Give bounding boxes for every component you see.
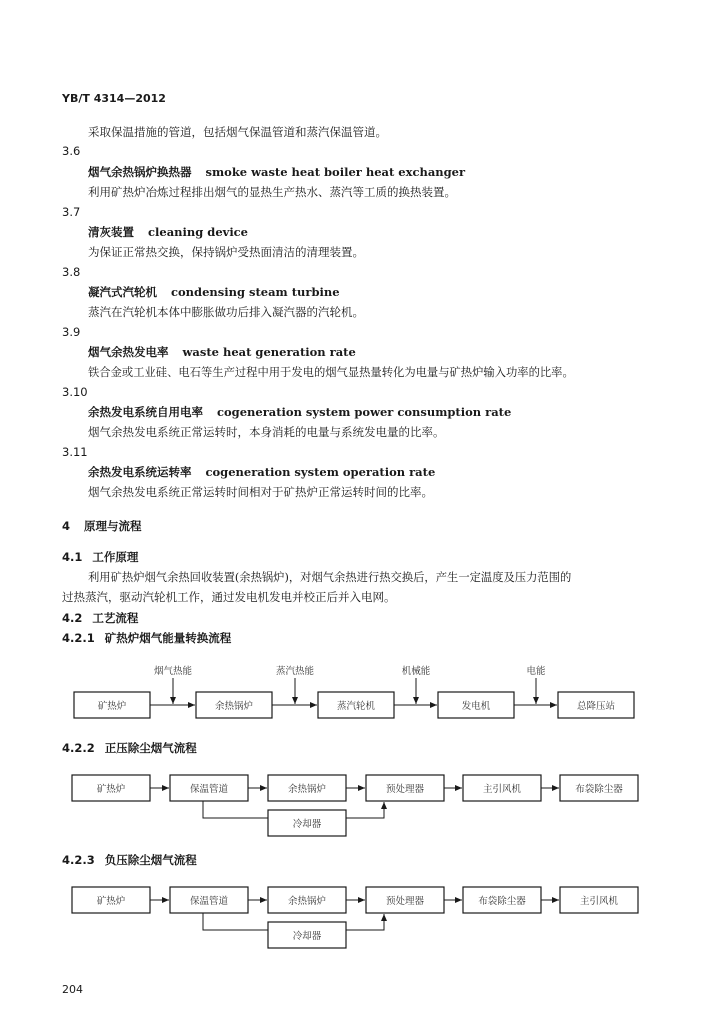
flow-box-label: 发电机 [461,701,491,712]
subsection-title: 工艺流程 [92,611,139,625]
subsection-number: 4.2.3 [62,853,95,867]
flow-box-label: 布袋除尘器 [575,784,623,795]
term-zh: 余热发电系统运转率 [88,465,192,479]
term-zh: 烟气余热发电率 [88,345,169,359]
flow-box-label: 矿热炉 [96,896,126,907]
cooler-label: 冷却器 [292,931,322,942]
paragraph-line: 过热蒸汽，驱动汽轮机工作，通过发电机发电并校正后并入电网。 [62,590,396,604]
term-number: 3.10 [62,385,88,399]
subsection-number: 4.1 [62,550,83,564]
intro-line: 采取保温措施的管道，包括烟气保温管道和蒸汽保温管道。 [88,125,387,139]
negative-pressure-flow-diagram [72,887,638,948]
paragraph-line: 利用矿热炉烟气余热回收装置(余热锅炉)，对烟气余热进行热交换后，产生一定温度及压力范围的 [88,571,572,584]
bypass-arrow [346,914,384,930]
flow-box-label: 余热锅炉 [287,784,327,795]
term-definition: 烟气余热发电系统正常运转时，本身消耗的电量与系统发电量的比率。 [88,425,445,439]
energy-conversion-diagram [74,665,634,718]
term-en: condensing steam turbine [171,285,340,299]
subsection-title: 正压除尘烟气流程 [104,741,197,755]
subsection-heading [62,740,197,756]
page-number: 204 [62,983,83,996]
term-definition: 铁合金或工业硅、电石等生产过程中用于发电的烟气显热量转化为电量与矿热炉输入功率的比率。 [88,366,574,379]
positive-pressure-flow-diagram [72,775,638,836]
section-number: 4 [62,519,71,533]
energy-label: 电能 [526,666,546,677]
term-en: cleaning device [148,225,249,239]
cooler-label: 冷却器 [292,819,322,830]
flow-box-label: 保温管道 [189,896,229,907]
bypass-arrow [346,802,384,818]
energy-label: 烟气热能 [153,666,193,677]
subsection-number: 4.2.1 [62,631,95,645]
term-number: 3.9 [62,325,81,339]
term-zh: 凝汽式汽轮机 [88,285,157,299]
subsection-heading [62,852,197,868]
energy-label: 机械能 [401,666,431,677]
flow-box-label: 余热锅炉 [214,701,254,712]
energy-label: 蒸汽热能 [275,666,315,677]
subsection-title: 负压除尘烟气流程 [104,853,197,867]
term-definition: 蒸汽在汽轮机本体中膨胀做功后排入凝汽器的汽轮机。 [88,305,364,319]
term-en: smoke waste heat boiler heat exchanger [205,165,466,179]
term-zh: 余热发电系统自用电率 [88,405,203,419]
term-number: 3.8 [62,265,81,279]
flow-box-label: 蒸汽轮机 [336,701,376,712]
standard-code: YB/T 4314—2012 [62,92,166,105]
flow-box-label: 主引风机 [579,896,619,907]
subsection-number: 4.2 [62,611,83,625]
term-number: 3.11 [62,445,88,459]
flow-box-label: 总降压站 [576,701,616,712]
term-number: 3.7 [62,205,81,219]
flow-box-label: 预处理器 [385,784,425,795]
flow-box-label: 矿热炉 [97,701,127,712]
term-definition: 利用矿热炉冶炼过程排出烟气的显热生产热水、蒸汽等工质的换热装置。 [88,185,456,199]
flow-box-label: 布袋除尘器 [478,896,526,907]
term-en: cogeneration system power consumption rate [217,405,512,419]
flow-box-label: 矿热炉 [96,784,126,795]
flow-box-label: 余热锅炉 [287,896,327,907]
bypass-line [203,913,268,930]
subsection-number: 4.2.2 [62,741,95,755]
term-en: cogeneration system operation rate [205,465,436,479]
term-zh: 烟气余热锅炉换热器 [88,165,192,179]
bypass-line [203,801,268,818]
term-en: waste heat generation rate [182,345,356,359]
flow-box-label: 预处理器 [385,896,425,907]
flow-box-label: 主引风机 [482,784,522,795]
term-definition: 为保证正常热交换，保持锅炉受热面清洁的清理装置。 [88,245,364,259]
flow-box-label: 保温管道 [189,784,229,795]
subsection-title: 矿热炉烟气能量转换流程 [104,631,232,645]
term-definition: 烟气余热发电系统正常运转时间相对于矿热炉正常运转时间的比率。 [88,485,433,499]
term-number: 3.6 [62,144,81,158]
term-zh: 清灰装置 [88,225,134,239]
subsection-title: 工作原理 [92,550,139,564]
section-title: 原理与流程 [84,519,142,533]
